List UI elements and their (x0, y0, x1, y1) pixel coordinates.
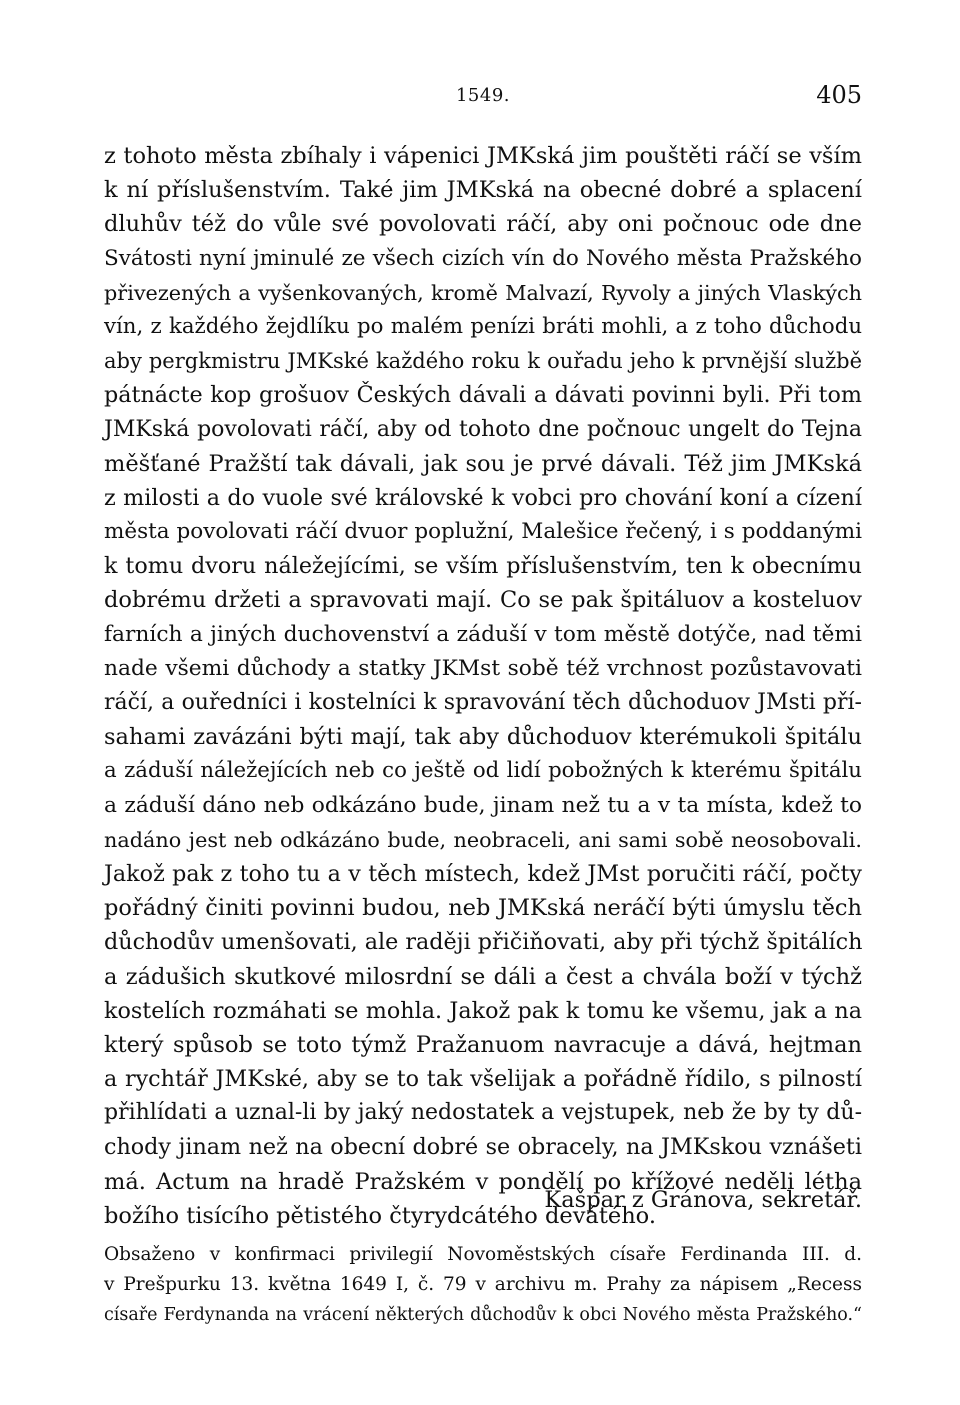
body-line: ráčí, a ouředníci i kostelníci k spravování těch důchoduov JMsti pří- (104, 690, 862, 715)
source-note-line: císaře Ferdynanda na vrácení některých důchodův k obci Nového města Pražského.“ (104, 1305, 862, 1325)
body-line: aby pergkmistru JMKské každého roku k ouřadu jeho k prvnější službě (104, 349, 862, 374)
signature: Kašpar z Gránova, sekretář. (544, 1187, 862, 1213)
page-number: 405 (816, 81, 862, 109)
body-line: kostelích rozmáhati se mohla. Jakož pak k tomu ke všemu, jak a na (104, 997, 862, 1024)
body-line: města povolovati ráčí dvuor poplužní, Malešice řečený, i s poddanými (104, 519, 862, 545)
body-line: přihlídati a uznal-li by jaký nedostatek a vejstupek, neb že by ty dů- (104, 1100, 862, 1126)
body-line: nade všemi důchody a statky JKMst sobě též vrchnost pozůstavovati (104, 655, 862, 681)
source-note-line: Obsaženo v konfirmaci privilegií Novoměstských císaře Ferdinanda III. d. (104, 1244, 862, 1265)
body-line: farních a jiných duchovenství a záduší v tom městě dotýče, nad těmi (104, 621, 862, 647)
body-line: chody jinam než na obecní dobré se obracely, na JMKskou vznášeti (104, 1134, 862, 1161)
body-line: přivezených a vyšenkovaných, kromě Malvazí, Ryvoly a jiných Vlaských (104, 280, 862, 305)
source-note (104, 1240, 862, 1330)
body-line: a zádušich skutkové milosrdní se dáli a čest a chvála boží v týchž (104, 963, 862, 990)
page-header (104, 81, 862, 115)
body-line: pátnácte kop grošuov Českých dávali a dávati povinni byli. Při tom (104, 382, 862, 409)
body-line: má. Actum na hradě Pražském v pondělí po křížové neděli létha (104, 1168, 862, 1195)
body-line: k ní příslušenstvím. Také jim JMKská na obecné dobré a splacení (104, 177, 862, 204)
body-line: k tomu dvoru náležejícími, se vším příslušenstvím, ten k obecnímu (104, 553, 862, 580)
body-line: důchodův umenšovati, ale raději přičiňovati, aby při týchž špitálích (104, 929, 863, 956)
body-line: božího tisícího pětistého čtyrydcátého devátého. (104, 1202, 656, 1229)
body-line: pořádný činiti povinni budou, neb JMKská neráčí býti úmyslu těch (104, 895, 862, 922)
body-line: a záduší náležejících neb co ještě od lidí pobožných k kterému špitálu (104, 758, 862, 784)
body-line: Jakož pak z toho tu a v těch místech, kdež JMst poručiti ráčí, počty (104, 860, 862, 887)
body-line: Svátosti nyní jminulé ze všech cizích vín do Nového města Pražského (104, 245, 862, 271)
body-line: a rychtář JMKské, aby se to tak všelijak a pořádně řídilo, s pilností (104, 1066, 862, 1093)
body-line: vín, z každého žejdlíku po malém penízi bráti mohli, a z toho důchodu (104, 313, 862, 339)
body-line: který spůsob se toto týmž Pražanuom navracuje a dává, hejtman (104, 1031, 862, 1058)
body-line: nadáno jest neb odkázáno bude, neobraceli, ani sami sobě neosobovali. (104, 827, 862, 852)
body-line: dobrému držeti a spravovati mají. Co se pak špitáluov a kosteluov (104, 587, 862, 614)
body-line: dluhův též do vůle své povolovati ráčí, aby oni počnouc ode dne (104, 211, 862, 238)
body-line: z milosti a do vuole své královské k vobci pro chování koní a cízení (104, 484, 862, 511)
body-line: měšťané Pražští tak dávali, jak sou je prvé dávali. Též jim JMKská (104, 450, 862, 477)
body-text (104, 139, 862, 1233)
body-line: sahami zavázáni býti mají, tak aby důchoduov kterémukoli špitálu (104, 724, 862, 751)
source-note-line: v Prešpurku 13. května 1649 I, č. 79 v archivu m. Prahy za nápisem „Recess (104, 1274, 862, 1295)
header-year: 1549. (455, 85, 511, 106)
body-line: z tohoto města zbíhaly i vápenici JMKská jim pouštěti ráčí se vším (104, 143, 862, 169)
body-line: a záduší dáno neb odkázáno bude, jinam než tu a v ta místa, kdež to (104, 792, 862, 818)
body-line: JMKská povolovati ráčí, aby od tohoto dne počnouc ungelt do Tejna (104, 416, 862, 442)
